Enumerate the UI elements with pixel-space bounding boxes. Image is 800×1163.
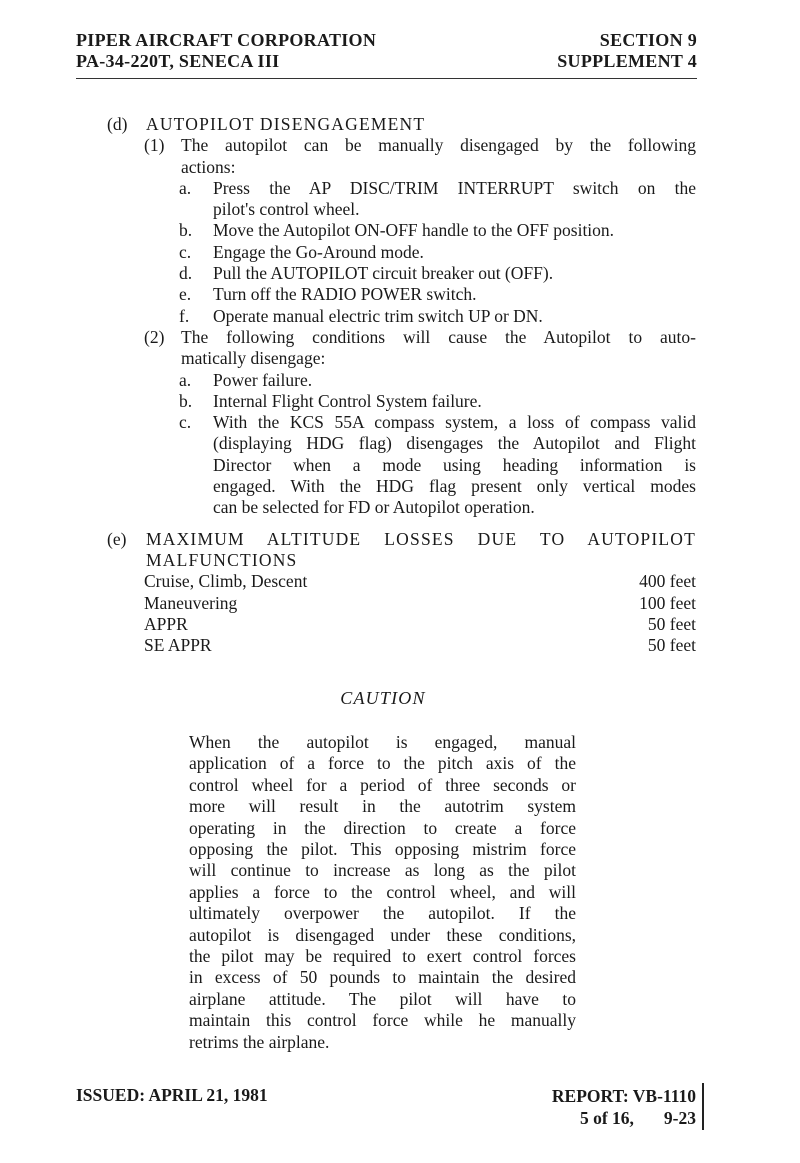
caution-title: CAUTION <box>340 688 426 708</box>
page-of: 5 of 16, <box>579 1108 634 1128</box>
section-e-heading <box>107 529 696 550</box>
page-number: 9-23 <box>663 1108 696 1128</box>
item-2-continued <box>144 348 696 369</box>
action-item <box>179 263 696 284</box>
revision-bar <box>702 1083 704 1130</box>
page-reference <box>552 1107 696 1129</box>
action-item <box>179 220 696 241</box>
caution-line: maintain this control force while he manually <box>189 1010 576 1031</box>
table-row <box>144 635 696 656</box>
action-text: pilot's control wheel. <box>213 199 360 220</box>
action-text: Operate manual electric trim switch UP or DN. <box>213 305 543 326</box>
flight-mode: APPR <box>144 613 188 634</box>
indent-spacer <box>179 455 213 476</box>
caution-line: in excess of 50 pounds to maintain the desired <box>189 967 576 988</box>
condition-text: With the KCS 55A compass system, a loss of compass valid <box>213 412 696 433</box>
condition-item-continued <box>179 476 696 497</box>
indent-spacer <box>107 550 146 571</box>
section-e-heading-continued <box>107 550 696 571</box>
action-item <box>179 178 696 199</box>
caution-line: operating in the direction to create a force <box>189 817 576 838</box>
condition-label: b. <box>179 390 193 411</box>
condition-item-continued <box>179 497 696 518</box>
condition-text: engaged. With the HDG flag present only vertical modes <box>213 476 696 497</box>
condition-text: (displaying HDG flag) disengages the Autopilot and Flight <box>213 433 696 454</box>
section-e-title: MAXIMUM ALTITUDE LOSSES DUE TO AUTOPILOT <box>146 528 696 549</box>
action-label: e. <box>179 284 192 305</box>
manufacturer-name: PIPER AIRCRAFT CORPORATION <box>76 30 377 50</box>
condition-text: Director when a mode using heading information is <box>213 454 696 475</box>
altitude-loss: 50 feet <box>647 635 696 656</box>
issued-date: ISSUED: APRIL 21, 1981 <box>76 1085 268 1105</box>
caution-line: control wheel for a period of three seconds or <box>189 774 576 795</box>
altitude-loss: 400 feet <box>639 571 696 592</box>
page-footer-right <box>552 1085 696 1129</box>
table-row <box>144 571 696 592</box>
item-1-continued <box>144 157 696 178</box>
condition-text: Internal Flight Control System failure. <box>213 390 482 411</box>
altitude-loss: 100 feet <box>639 592 696 613</box>
caution-line: applies a force to the control wheel, and will <box>189 881 576 902</box>
item-2-line: matically disengage: <box>181 348 326 369</box>
flight-mode: Maneuvering <box>144 592 238 613</box>
item-1-line: The autopilot can be manually disengaged by the following <box>181 135 696 156</box>
caution-line: opposing the pilot. This opposing mistrim force <box>189 839 576 860</box>
caution-line: retrims the airplane. <box>189 1031 330 1052</box>
action-text: Move the Autopilot ON-OFF handle to the OFF position. <box>213 220 615 241</box>
page-header-left <box>76 30 376 72</box>
caution-line: application of a force to the pitch axis of the <box>189 753 576 774</box>
indent-spacer <box>144 348 181 369</box>
action-text: Turn off the RADIO POWER switch. <box>213 284 477 305</box>
action-label: b. <box>179 220 193 241</box>
indent-spacer <box>179 433 213 454</box>
item-2 <box>144 327 696 348</box>
item-1-line: actions: <box>181 156 236 177</box>
section-d-label: (d) <box>107 114 128 134</box>
section-e-label: (e) <box>107 528 127 549</box>
flight-mode: SE APPR <box>144 635 212 656</box>
indent-spacer <box>179 476 213 497</box>
action-label: a. <box>179 177 192 198</box>
condition-text: can be selected for FD or Autopilot operation. <box>213 497 535 518</box>
section-d-title: AUTOPILOT DISENGAGEMENT <box>146 114 426 134</box>
condition-item-continued <box>179 433 696 454</box>
caution-line: more will result in the autotrim system <box>189 796 576 817</box>
action-text: Engage the Go-Around mode. <box>213 241 424 262</box>
indent-spacer <box>144 157 181 178</box>
condition-text: Power failure. <box>213 369 313 390</box>
action-item-continued <box>179 199 696 220</box>
item-2-line: The following conditions will cause the Autopilot to auto- <box>181 326 696 347</box>
condition-item <box>179 391 696 412</box>
caution-line: When the autopilot is engaged, manual <box>189 732 576 752</box>
page-header-right <box>557 30 697 72</box>
action-text: Pull the AUTOPILOT circuit breaker out (OFF). <box>213 263 554 284</box>
aircraft-model: PA-34-220T, SENECA III <box>76 51 280 71</box>
indent-spacer <box>179 497 213 518</box>
section-d-heading <box>107 114 696 135</box>
caution-line: ultimately overpower the autopilot. If the <box>189 903 576 924</box>
section-number: SECTION 9 <box>599 30 697 50</box>
caution-line: airplane attitude. The pilot will have to <box>189 988 576 1009</box>
table-row <box>144 593 696 614</box>
condition-item <box>179 370 696 391</box>
item-1-label: (1) <box>144 135 165 156</box>
header-divider <box>76 78 697 79</box>
table-row <box>144 614 696 635</box>
action-item <box>179 306 696 327</box>
document-body <box>76 114 696 656</box>
item-2-label: (2) <box>144 326 165 347</box>
altitude-loss-table <box>144 571 696 656</box>
report-number: REPORT: VB-1110 <box>551 1086 696 1106</box>
condition-label: a. <box>179 369 192 390</box>
condition-item-continued <box>179 455 696 476</box>
action-label: f. <box>179 305 190 326</box>
altitude-loss: 50 feet <box>647 613 696 634</box>
action-text: Press the AP DISC/TRIM INTERRUPT switch on the <box>213 177 696 198</box>
caution-line: the pilot may be required to exert control forces <box>189 946 576 967</box>
item-1 <box>144 135 696 156</box>
indent-spacer <box>179 199 213 220</box>
caution-line: will continue to increase as long as the pilot <box>189 860 576 881</box>
caution-line: autopilot is disengaged under these conditions, <box>189 924 576 945</box>
condition-label: c. <box>179 412 192 433</box>
action-item <box>179 242 696 263</box>
condition-item <box>179 412 696 433</box>
action-label: d. <box>179 263 193 284</box>
section-e-title: MALFUNCTIONS <box>146 549 298 570</box>
caution-text-block <box>189 732 576 1053</box>
action-item <box>179 284 696 305</box>
flight-mode: Cruise, Climb, Descent <box>144 571 308 592</box>
supplement-number: SUPPLEMENT 4 <box>557 51 697 71</box>
action-label: c. <box>179 241 192 262</box>
